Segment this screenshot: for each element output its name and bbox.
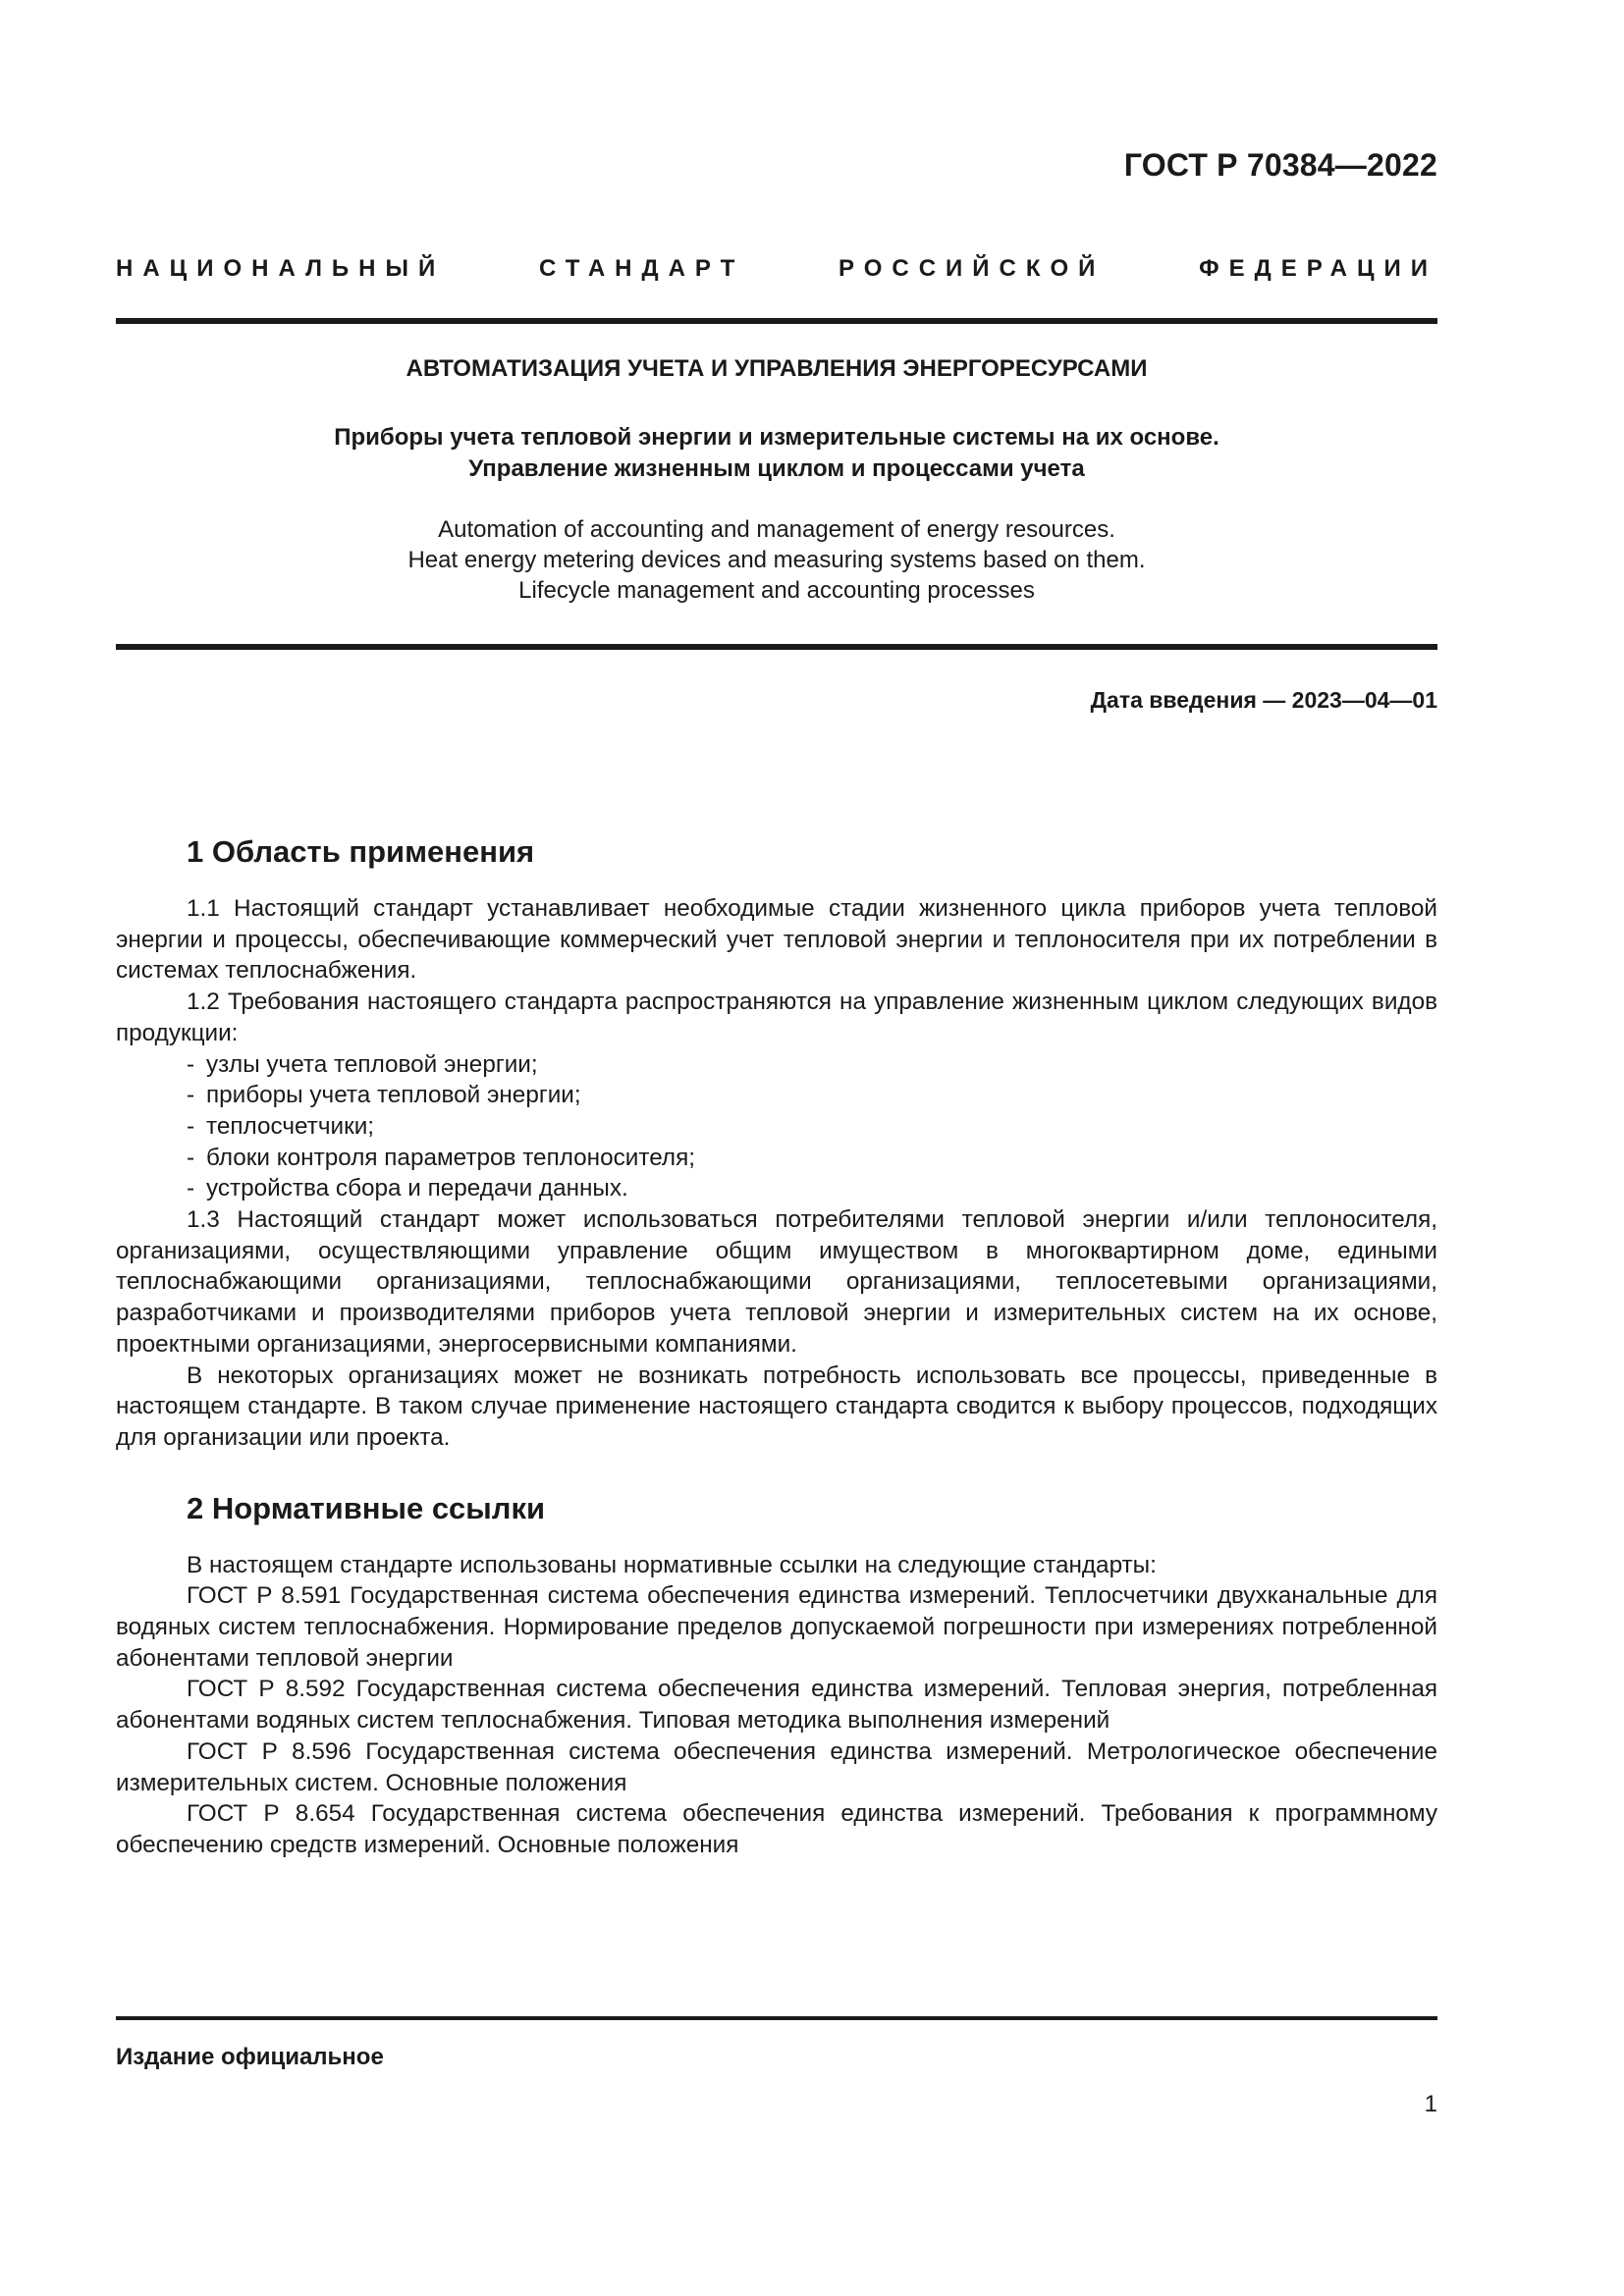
top-divider: [116, 318, 1437, 324]
paragraph-2-intro: В настоящем стандарте использованы нормативные ссылки на следующие стандарты:: [187, 1551, 1157, 1578]
section-1-heading: 1 Область применения: [187, 834, 535, 869]
document-body: [116, 832, 1437, 1861]
list-item: - устройства сбора и передачи данных.: [187, 1175, 628, 1202]
reference-item: ГОСТ Р 8.591 Государственная система обеспечения единства измерений. Теплосчетчики двухканальные для водяных систем теплоснабжения. Нормирование пределов допускаемой погрешности при измерениях потребленной абонентами тепловой энергии: [116, 1582, 1437, 1672]
national-standard-banner: НАЦИОНАЛЬНЫЙ СТАНДАРТ РОССИЙСКОЙ ФЕДЕРАЦИИ: [116, 255, 1437, 282]
middle-divider: [116, 644, 1437, 650]
introduction-date: Дата введения — 2023—04—01: [1090, 687, 1437, 713]
subtitle-line: Управление жизненным циклом и процессами учета: [468, 455, 1085, 482]
paragraph-1-4: В некоторых организациях может не возникать потребность использовать все процессы, приведенные в настоящем стандарте. В таком случае применение настоящего стандарта сводится к выбору процессов, подходящих для организации или проекта.: [116, 1362, 1437, 1451]
reference-item: ГОСТ Р 8.654 Государственная система обеспечения единства измерений. Требования к программному обеспечению средств измерений. Основные положения: [116, 1800, 1437, 1858]
paragraph-1-3: 1.3 Настоящий стандарт может использоваться потребителями тепловой энергии и/или теплоносителя, организациями, осуществляющими управление общим имуществом в многоквартирном доме, едиными теплоснабжающими организациями, теплоснабжающими организациями, теплосетевыми организациями, разработчиками и производителями приборов учета тепловой энергии и измерительных систем на их основе, проектными организациями, энергосервисными компаниями.: [116, 1206, 1437, 1358]
section-2-heading: 2 Нормативные ссылки: [187, 1490, 546, 1525]
list-item: - теплосчетчики;: [187, 1112, 375, 1140]
page-number: 1: [1424, 2091, 1437, 2117]
product-list: [116, 1049, 1437, 1205]
official-edition-label: Издание официальное: [116, 2044, 384, 2070]
bottom-divider: [116, 2016, 1437, 2020]
subtitle-line: Приборы учета тепловой энергии и измерительные системы на их основе.: [334, 424, 1219, 451]
document-subtitle: [116, 422, 1437, 485]
paragraph-1-1: 1.1 Настоящий стандарт устанавливает необходимые стадии жизненного цикла приборов учета тепловой энергии и процессы, обеспечивающие коммерческий учет тепловой энергии и теплоносителя при их потреблении в системах теплоснабжения.: [116, 895, 1437, 985]
reference-item: ГОСТ Р 8.592 Государственная система обеспечения единства измерений. Тепловая энергия, потребленная абонентами водяных систем теплоснабжения. Типовая методика выполнения измерений: [116, 1676, 1437, 1735]
list-item: - узлы учета тепловой энергии;: [187, 1050, 538, 1078]
english-title-line: Lifecycle management and accounting processes: [518, 577, 1035, 604]
document-title: АВТОМАТИЗАЦИЯ УЧЕТА И УПРАВЛЕНИЯ ЭНЕРГОРЕСУРСАМИ: [406, 355, 1148, 382]
paragraph-1-2: 1.2 Требования настоящего стандарта распространяются на управление жизненным циклом следующих видов продукции:: [116, 988, 1437, 1046]
english-title-line: Automation of accounting and management of energy resources.: [438, 516, 1115, 543]
document-code: ГОСТ Р 70384—2022: [1123, 147, 1437, 183]
english-title-line: Heat energy metering devices and measuring systems based on them.: [407, 547, 1146, 573]
list-item: - приборы учета тепловой энергии;: [187, 1082, 581, 1109]
reference-item: ГОСТ Р 8.596 Государственная система обеспечения единства измерений. Метрологическое обеспечение измерительных систем. Основные положения: [116, 1737, 1437, 1796]
list-item: - блоки контроля параметров теплоносителя;: [187, 1144, 695, 1171]
english-title: [116, 514, 1437, 606]
